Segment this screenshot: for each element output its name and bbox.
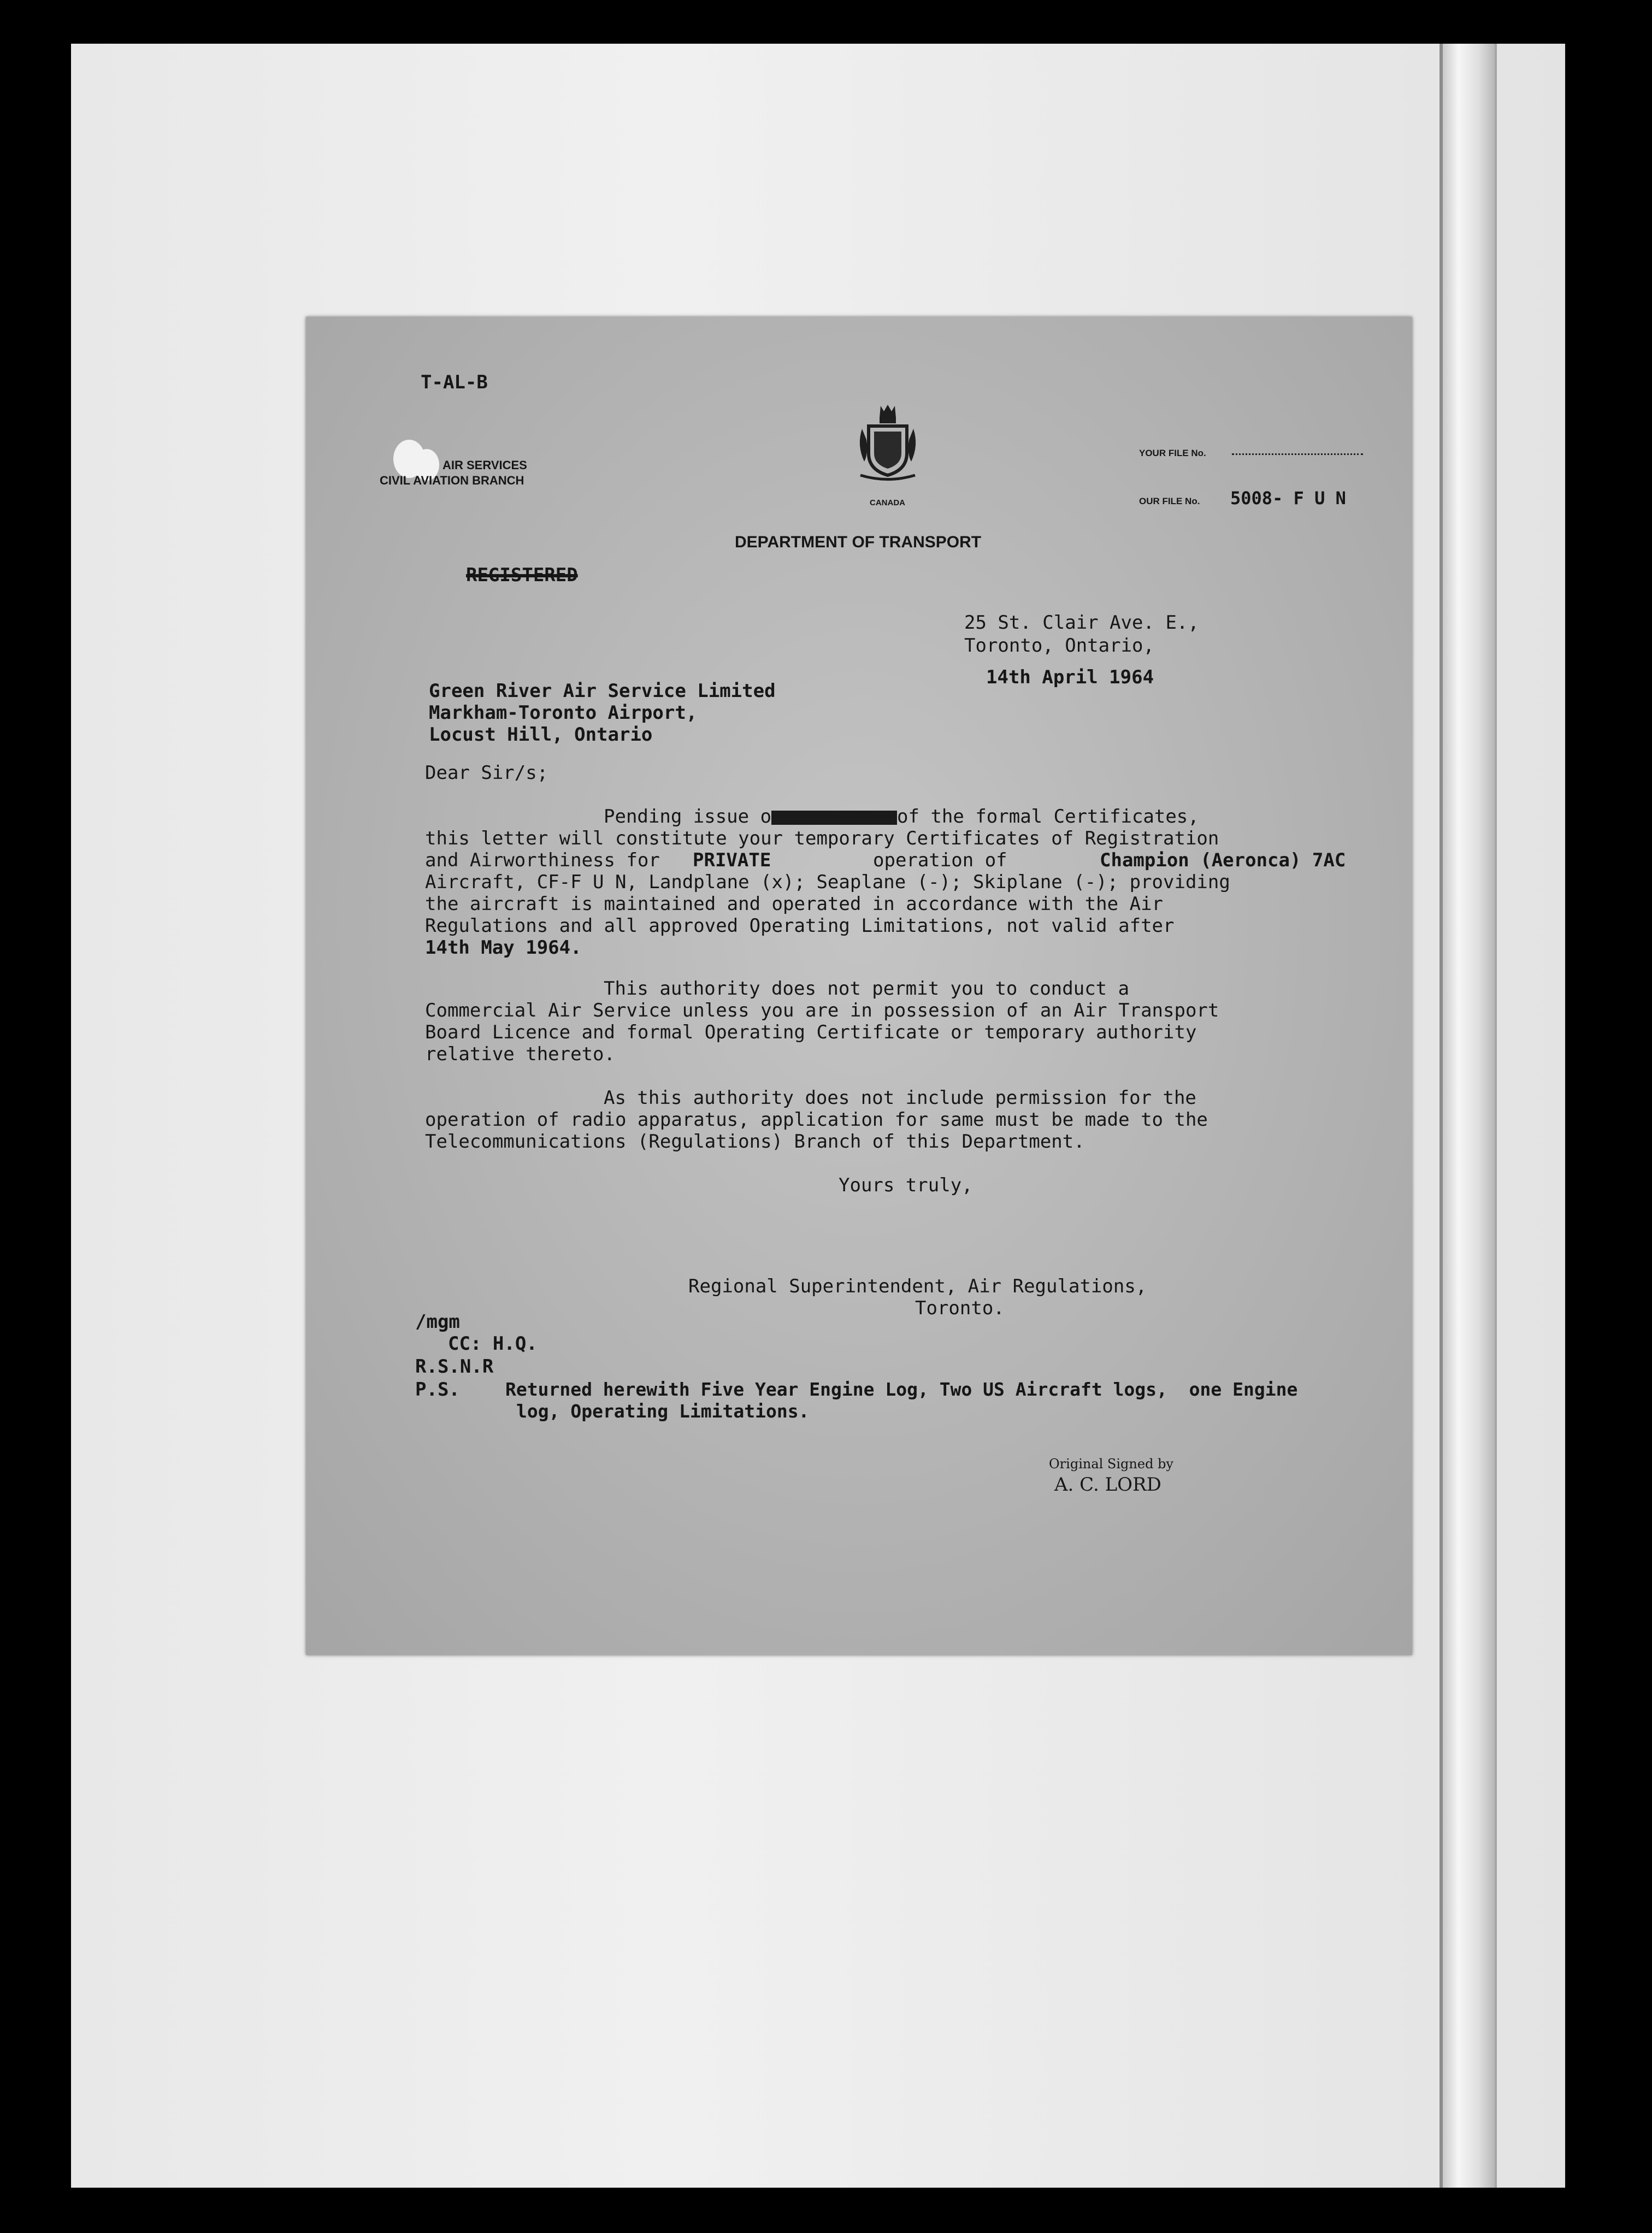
ps-label: P.S. — [415, 1379, 460, 1401]
body-line: Regulations and all approved Operating Limitations, not valid after — [425, 915, 1175, 937]
ps-line-1: Returned herewith Five Year Engine Log, Two US Aircraft logs, one Engine — [505, 1379, 1298, 1400]
department-title: DEPARTMENT OF TRANSPORT — [735, 533, 982, 551]
recipient-line-3: Locust Hill, Ontario — [429, 724, 653, 746]
body-line: operation of radio apparatus, application for same must be made to the — [425, 1109, 1208, 1131]
redaction-bar — [771, 811, 897, 825]
signatory-city: Toronto. — [915, 1297, 1005, 1319]
registered-stamp: REGISTERED — [466, 564, 578, 586]
branch-line-1: AIR SERVICES — [442, 458, 527, 472]
country-label: CANADA — [870, 498, 905, 507]
signatory-title: Regional Superintendent, Air Regulations, — [688, 1275, 1147, 1297]
body-line: and Airworthiness for PRIVATE operation of Champion (Aeronca) 7AC — [425, 849, 1346, 871]
carbon-copy: CC: H.Q. — [448, 1333, 538, 1355]
your-file-blank — [1232, 453, 1363, 455]
signature-note-label: Original Signed by — [1049, 1456, 1173, 1472]
expiry-date: 14th May 1964. — [425, 937, 582, 959]
body-line: this letter will constitute your temporary Certificates of Registration — [425, 828, 1219, 849]
body-line: Commercial Air Service unless you are in possession of an Air Transport — [425, 1000, 1219, 1021]
closing: Yours truly, — [839, 1174, 973, 1196]
our-file-number: 5008- F U N — [1230, 488, 1346, 509]
typist-initials: /mgm — [415, 1311, 460, 1333]
form-code: T-AL-B — [421, 371, 488, 393]
rsnr-reference: R.S.N.R — [415, 1356, 494, 1378]
canada-coat-of-arms-icon — [852, 401, 923, 492]
mount-edge-strip — [1439, 44, 1497, 2188]
letter-date: 14th April 1964 — [986, 666, 1154, 688]
body-line: Aircraft, CF-F U N, Landplane (x); Seaplane (-); Skiplane (-); providing — [425, 871, 1230, 893]
signature-name: A. C. LORD — [1054, 1474, 1161, 1496]
sender-address-line-2: Toronto, Ontario, — [964, 635, 1154, 657]
letter-page — [306, 317, 1412, 1655]
recipient-line-1: Green River Air Service Limited — [429, 680, 776, 702]
body-line: Pending issue o of the formal Certificates, — [604, 806, 1199, 828]
our-file-label: OUR FILE No. — [1139, 496, 1200, 506]
recipient-line-2: Markham-Toronto Airport, — [429, 702, 698, 724]
ps-line-2: log, Operating Limitations. — [516, 1401, 810, 1422]
branch-line-2: CIVIL AVIATION BRANCH — [380, 474, 524, 487]
sender-address-line-1: 25 St. Clair Ave. E., — [964, 612, 1199, 634]
your-file-label: YOUR FILE No. — [1139, 448, 1206, 458]
salutation: Dear Sir/s; — [425, 762, 548, 784]
body-line: relative thereto. — [425, 1043, 615, 1065]
body-line: As this authority does not include permission for the — [604, 1087, 1196, 1109]
body-line: Telecommunications (Regulations) Branch of this Department. — [425, 1131, 1085, 1153]
body-line: the aircraft is maintained and operated in accordance with the Air — [425, 893, 1164, 915]
body-line: This authority does not permit you to conduct a — [604, 978, 1130, 1000]
body-line: Board Licence and formal Operating Certificate or temporary authority — [425, 1021, 1197, 1043]
